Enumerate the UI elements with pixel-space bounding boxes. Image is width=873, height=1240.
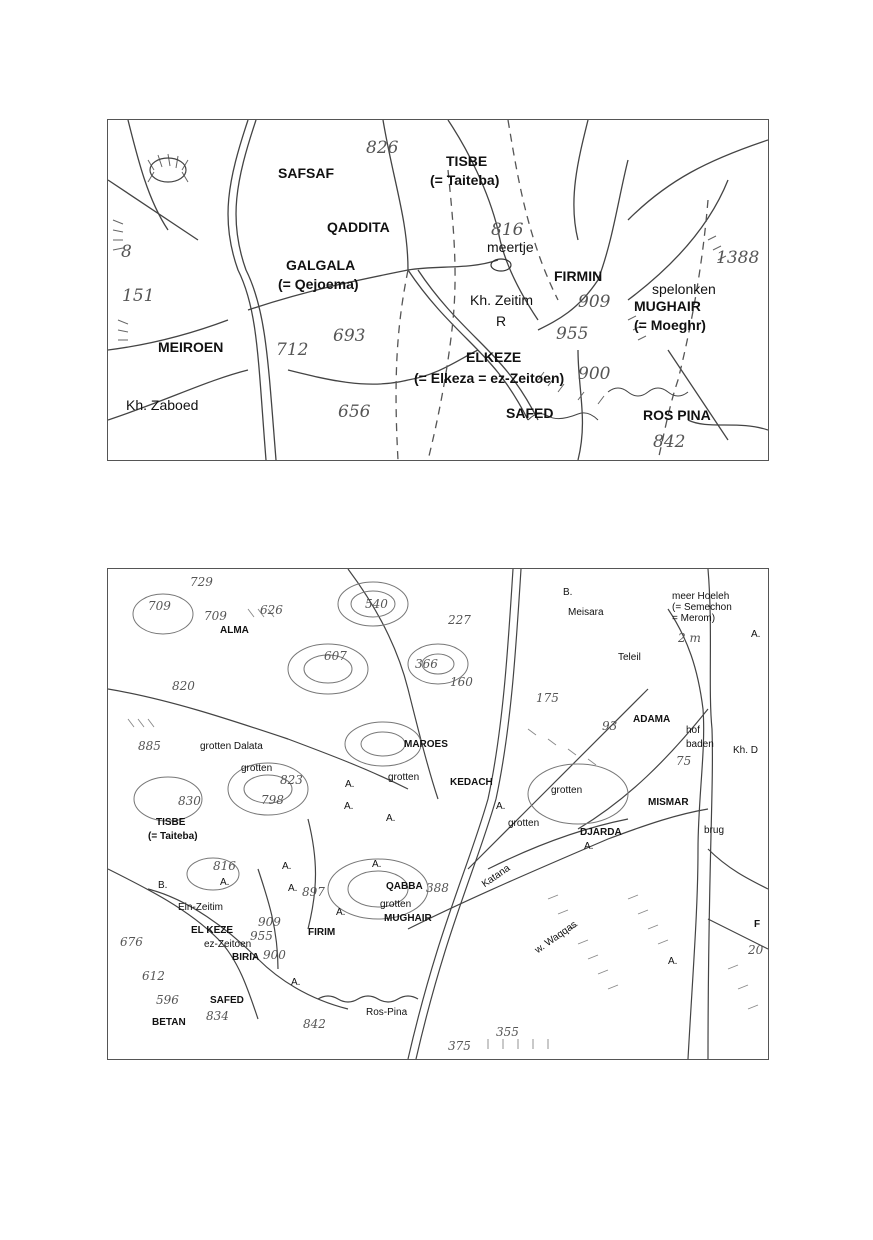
elevation-830: 830 [178,794,201,808]
place-ros-pina: Ros-Pina [366,1007,408,1018]
place-meertje: meertje [487,239,534,255]
place-betan: BETAN [152,1017,186,1028]
place-ez-zeitoen: ez-Zeitoen [204,939,252,950]
place-qaddita: QADDITA [327,219,390,235]
place-qabba: QABBA [386,881,423,892]
map-bottom-linework [108,569,768,1059]
place-safsaf: SAFSAF [278,165,334,181]
place-meisara-b: B. [563,587,573,598]
place-meisara: Meisara [568,607,604,618]
place-grotten-4: grotten [508,818,540,829]
elevation-676: 676 [120,935,143,949]
elevation-709a: 709 [148,599,171,613]
place-mismar: MISMAR [648,797,689,808]
map-bottom [107,568,769,1060]
elevation-798: 798 [261,793,284,807]
place-a-9: A. [336,907,346,918]
place-a-ne: A. [751,629,761,640]
place-grotten-1: grotten [241,763,273,774]
elevation-160: 160 [450,675,473,689]
elevation-712: 712 [276,340,309,360]
place-elkeze-alt: (= Elkeza = ez-Zeitoen) [414,370,565,386]
place-katana: Katana [480,862,513,891]
place-firmin: FIRMIN [554,268,603,284]
place-tisbe: TISBE [446,153,488,169]
place-r: R [496,313,507,329]
place-tisbe-alt: (= Taiteba) [430,172,500,188]
place-galgala-alt: (= Qejoema) [278,276,359,292]
place-a-4: A. [496,801,506,812]
place-galgala: GALGALA [286,257,356,273]
elevation-366: 366 [415,657,438,671]
place-ros-pina: ROS PINA [643,407,711,423]
elevation-2m: 2 m [678,631,701,645]
place-maroes: MAROES [404,739,448,750]
place-biria: BIRIA [232,952,260,963]
elevation-823: 823 [280,773,303,787]
elevation-375: 375 [448,1039,471,1053]
place-meer-hoeleh: meer Hoeleh (= Semechon = Merom) [672,591,732,624]
place-safed: SAFED [506,405,554,421]
place-a-djarda: A. [584,841,594,852]
place-grotten-2: grotten [388,772,420,783]
elevation-693: 693 [333,326,366,346]
elevation-816: 816 [491,220,524,240]
elevation-93: 93 [602,719,618,733]
elevation-816: 816 [213,859,236,873]
elevation-885: 885 [138,739,161,753]
map-top [107,119,769,461]
place-a-3: A. [386,813,396,824]
elevation-834: 834 [206,1009,229,1023]
elevation-900: 900 [578,364,611,384]
place-a-11: A. [668,956,678,967]
elevation-612: 612 [142,969,165,983]
place-kh-zaboed: Kh. Zaboed [126,397,199,413]
place-mughair: MUGHAIR [634,298,701,314]
elevation-175: 175 [536,691,559,705]
place-a-2: A. [344,801,354,812]
place-a-1: A. [345,779,355,790]
elevation-842: 842 [653,432,686,452]
place-safed: SAFED [210,995,244,1006]
elevation-388: 388 [426,881,449,895]
elevation-729: 729 [190,575,213,589]
elevation-540: 540 [365,597,388,611]
elevation-20: 20 [748,943,764,957]
place-b-west: B. [158,880,168,891]
place-el-keze: EL KEZE [191,925,234,936]
place-f: F [754,919,761,930]
place-a-7: A. [220,877,230,888]
elevation-227: 227 [448,613,471,627]
place-ein-zeitim: Ein-Zeitim [178,902,224,913]
place-hof: hof [686,725,700,736]
place-kh-zeitim: Kh. Zeitim [470,292,534,308]
place-a-10: A. [291,977,301,988]
place-mughair: MUGHAIR [384,913,432,924]
elevation-151: 151 [122,286,155,306]
elevation-607: 607 [324,649,347,663]
place-kh-d: Kh. D [733,745,759,756]
place-w-waqqas: w. Waqqas [533,919,580,957]
elevation-955: 955 [556,324,589,344]
elevation-656: 656 [338,402,371,422]
place-adama: ADAMA [633,714,671,725]
elevation-900: 900 [263,948,286,962]
elevation-1388: 1388 [716,248,760,268]
place-firim: FIRIM [308,927,336,938]
place-a-8: A. [288,883,298,894]
place-grotten-5: grotten [380,899,412,910]
place-teleil: Teleil [618,652,641,663]
elevation-909: 909 [578,292,611,312]
elevation-842: 842 [303,1017,326,1031]
elevation-955: 955 [250,929,273,943]
elevation-8: 8 [121,242,132,262]
elevation-820: 820 [172,679,195,693]
place-tisbe-alt: (= Taiteba) [148,831,198,842]
place-baden: baden [686,739,714,750]
place-a-5: A. [282,861,292,872]
place-meiroen: MEIROEN [158,339,224,355]
place-spelonken: spelonken [652,281,716,297]
place-elkeze: ELKEZE [466,349,522,365]
place-mughair-alt: (= Moeghr) [634,317,706,333]
place-grotten-3: grotten [551,785,583,796]
elevation-626: 626 [260,603,283,617]
place-grotten-dalata: grotten Dalata [200,741,263,752]
place-brug: brug [704,825,725,836]
place-djarda: DJARDA [580,827,622,838]
place-kedach: KEDACH [450,777,493,788]
elevation-897: 897 [302,885,325,899]
elevation-826: 826 [366,138,399,158]
place-tisbe: TISBE [156,817,186,828]
elevation-909: 909 [258,915,281,929]
place-alma: ALMA [220,625,249,636]
elevation-75: 75 [676,754,692,768]
elevation-709b: 709 [204,609,227,623]
elevation-596: 596 [156,993,179,1007]
place-a-6: A. [372,859,382,870]
elevation-355: 355 [496,1025,519,1039]
